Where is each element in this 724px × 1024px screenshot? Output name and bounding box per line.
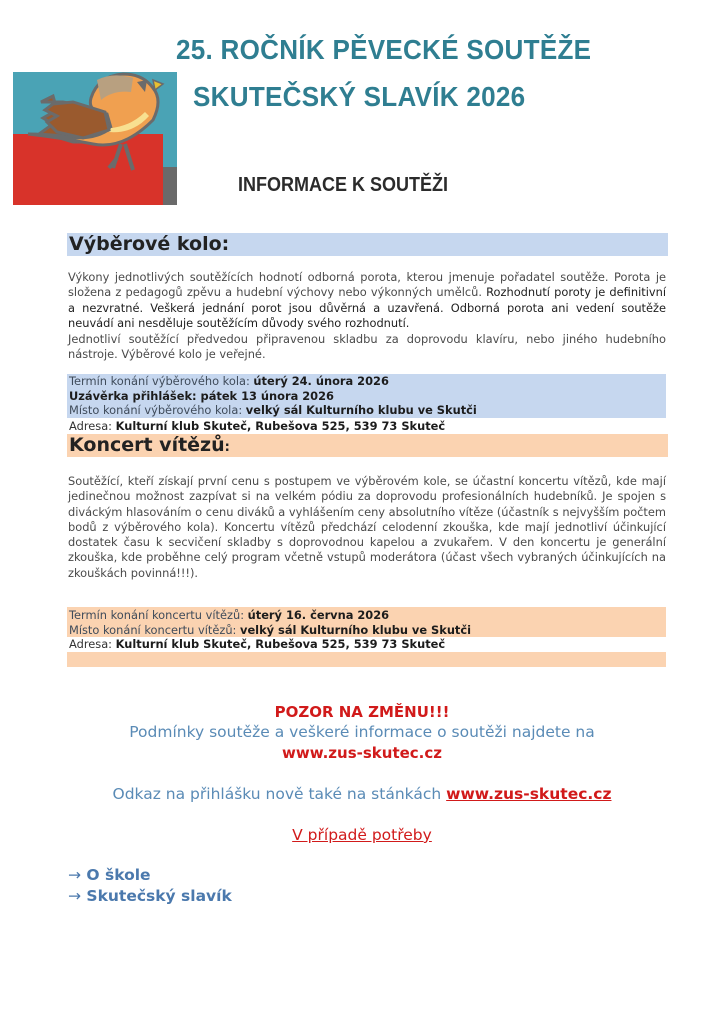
selection-date-row [67, 374, 666, 389]
concert-address-value: Kulturní klub Skuteč, Rubešova 525, 539 73 Skuteč [115, 637, 446, 651]
concert-date-value: úterý 16. června 2026 [247, 608, 390, 622]
conditions-text: Podmínky soutěže a veškeré informace o soutěži najdete na [129, 723, 595, 741]
section-heading-colon: : [224, 440, 230, 455]
selection-venue-value: velký sál Kulturního klubu ve Skutči [245, 403, 477, 418]
page-title-line2: SKUTEČSKÝ SLAVÍK 2026 [193, 81, 526, 112]
nav-link-skutecsky-slavik[interactable] [68, 887, 232, 905]
concert-address-row [67, 637, 668, 652]
description-part2: Rozhodnutí poroty je definitivní a nezvratné. Veškerá jednání porot jsou důvěrná a uzavřená. Odborná porota ani vedení soutěže neuvádí ani nesděluje soutěžícím důvody svého rozhodnutí. [68, 285, 666, 331]
page-title-line1: 25. ROČNÍK PĚVECKÉ SOUTĚŽE [176, 34, 592, 65]
change-warning: POZOR NA ZMĚNU!!! [274, 703, 450, 721]
application-line [0, 785, 724, 803]
nav-link-label: Skutečský slavík [86, 887, 232, 905]
if-needed-link[interactable]: V případě potřeby [292, 826, 432, 844]
selection-address-label: Adresa: [69, 419, 116, 433]
description-part3: Jednotliví soutěžící předvedou připravenou skladbu za doprovodu klavíru, nebo jiného hudebního nástroje. Výběrové kolo je veřejné. [68, 331, 666, 362]
application-text: Odkaz na přihlášku nově také na stánkách [112, 785, 447, 803]
section-divider-bar [67, 652, 666, 667]
application-link[interactable]: www.zus-skutec.cz [446, 785, 612, 803]
section-heading-selection-round [67, 233, 668, 256]
selection-round-info-block [67, 374, 666, 418]
page-subtitle: INFORMACE K SOUTĚŽI [238, 174, 449, 196]
if-needed-line [0, 826, 724, 844]
concert-venue-row [67, 623, 666, 638]
section-heading-text: Výběrové kolo: [69, 233, 230, 255]
website-line [0, 744, 724, 762]
concert-date-row [67, 608, 666, 623]
section-heading-text: Koncert vítězů [69, 434, 225, 456]
nightingale-bird-logo-icon [13, 72, 177, 205]
selection-date-value: úterý 24. února 2026 [253, 374, 389, 388]
winners-concert-description: Soutěžící, kteří získají první cenu s postupem ve výběrovém kole, se účastní koncertu vítězů, kde mají jedinečnou možnost zazpívat si na velkém pódiu za doprovodu profesionálních hudebníků. Je spojen s diváckým hlasováním o cenu diváků a vyhlášením ceny absolutního vítěze (účastník s nejvyšším počtem bodů z výběrového kola). Koncertu vítězů předchází celodenní zkouška, kde mají jednotliví účinkující dostatek času k secvičení skladby s doprovodnou kapelou a zvukařem. V den koncertu je generální zkouška, kde proběhne celý program včetně vstupů moderátora (účast všech vybraných účinkujících na zkouškách povinná!!!). [68, 474, 666, 580]
selection-address-row [67, 418, 668, 434]
selection-address-value: Kulturní klub Skuteč, Rubešova 525, 539 73 Skuteč [115, 419, 446, 433]
winners-concert-info-block [67, 607, 666, 637]
arrow-right-icon: → [68, 887, 81, 905]
concert-date-label: Termín konání koncertu vítězů: [69, 608, 248, 622]
description-part1: Výkony jednotlivých soutěžících hodnotí odborná porota, kterou jmenuje pořadatel soutěže. Porota je složena z pedagogů zpěvu a hudební výchovy nebo výkonných umělců. [68, 270, 666, 300]
selection-venue-row [67, 403, 666, 418]
nav-link-o-skole[interactable] [68, 866, 151, 884]
selection-date-label: Termín konání výběrového kola: [69, 374, 254, 388]
application-deadline: Uzávěrka přihlášek: pátek 13 února 2026 [69, 388, 334, 403]
application-deadline-row [67, 389, 666, 404]
concert-venue-value: velký sál Kulturního klubu ve Skutči [240, 622, 472, 637]
arrow-right-icon: → [68, 866, 81, 884]
selection-venue-label: Místo konání výběrového kola: [69, 403, 246, 418]
concert-venue-label: Místo konání koncertu vítězů: [69, 622, 241, 637]
section-heading-winners-concert [67, 434, 668, 457]
logo-image [13, 72, 177, 205]
website-link[interactable]: www.zus-skutec.cz [281, 744, 442, 762]
nav-link-label: O škole [86, 866, 151, 884]
concert-address-label: Adresa: [69, 637, 116, 651]
selection-round-description [68, 270, 666, 362]
